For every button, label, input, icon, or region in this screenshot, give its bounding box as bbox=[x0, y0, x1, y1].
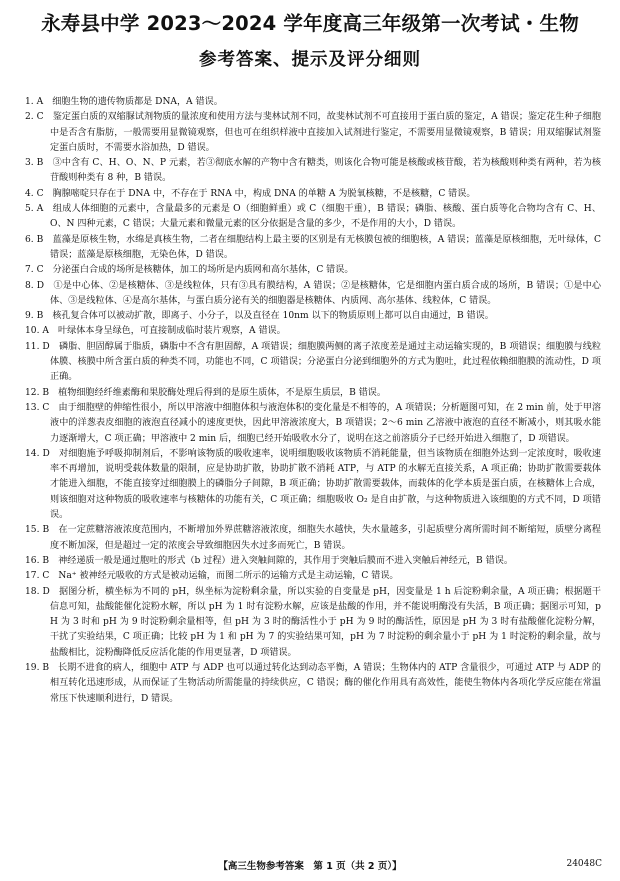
answer-item-12: 12. B 植物细胞经纤维素酶和果胶酶处理后得到的是原生质体，不是原生质层，B 错误。 bbox=[25, 387, 386, 398]
exam-title: 永寿县中学 2023～2024 学年度高三年级第一次考试・生物 bbox=[41, 12, 579, 35]
answer-item-16: 16. B 神经递质一般是通过胞吐的形式（b 过程）进入突触间隙的，其作用于突触后膜而不进入突触后神经元，B 错误。 bbox=[25, 555, 513, 566]
answer-item-2: 2. C 鉴定蛋白质的双缩脲试剂物质的量浓度和使用方法与斐林试剂不同，故斐林试剂不可直接用于蛋白质的鉴定，A 错误；鉴定花生种子细胞中是否含有脂肪，一般需要用显微镜观察，但也可在组织样液中直接加入试剂进行鉴定，不需要用显微镜观察，B 错误；用双缩脲试剂鉴定蛋白质时，不需要水浴加热，D 错误。 bbox=[25, 112, 601, 153]
answer-item-8: 8. D ①是中心体、②是核糖体、③是线粒体，只有③具有膜结构，A 错误；②是核糖体，它是细胞内蛋白质合成的场所，B 错误；①是中心体、③是线粒体、④是高尔基体，与蛋白质分泌有关的细胞器是核糖体、内质网、高尔基体、线粒体，C 错误。 bbox=[25, 280, 601, 306]
answer-item-5: 5. A 组成人体细胞的元素中，含量最多的元素是 O（细胞鲜重）或 C（细胞干重），B 错误；磷脂、核酸、蛋白质等化合物均含有 C、H、O、N 四种元素，C 错误；大量元素和微量元素的区分依据是含量的多少，不是作用的大小，D 错误。 bbox=[25, 204, 601, 230]
answer-item-15: 15. B 在一定蔗糖溶液浓度范围内，不断增加外界蔗糖溶液浓度，细胞失水越快，失水量越多，引起质壁分离所需时间不断缩短，质壁分离程度不断加深，但是超过一定的浓度会导致细胞因失水过多而死亡，B 错误。 bbox=[25, 525, 601, 551]
answer-item-7: 7. C 分泌蛋白合成的场所是核糖体，加工的场所是内质网和高尔基体，C 错误。 bbox=[25, 265, 354, 276]
page-footer: 【高三生物参考答案 第 1 页（共 2 页）】 bbox=[218, 861, 402, 872]
answer-subtitle: 参考答案、提示及评分细则 bbox=[199, 50, 421, 70]
answer-item-4: 4. C 胸腺嘧啶只存在于 DNA 中，不存在于 RNA 中，构成 DNA 的单糖 A 为脱氧核糖，不是核糖，C 错误。 bbox=[25, 188, 476, 199]
answer-item-10: 10. A 叶绿体本身呈绿色，可直接制成临时装片观察，A 错误。 bbox=[25, 326, 286, 337]
answer-item-19: 19. B 长期不进食的病人，细胞中 ATP 与 ADP 也可以通过转化达到动态平衡，A 错误；生物体内的 ATP 含量很少，可通过 ATP 与 ADP 的相互转化迅速形成，从而保证了生物活动所需能量的持续供应，C 错误；酶的催化作用具有高效性，能使生物体内各项化学反应能在常温常压下快速顺利进行，D 错误。 bbox=[25, 662, 601, 704]
answer-item-18: 18. D 据图分析，横坐标为不同的 pH，纵坐标为淀粉剩余量，所以实验的自变量是 pH，因变量是 1 h 后淀粉剩余量，A 项正确；根据题干信息可知，盐酸能催化淀粉水解，所以 pH 为 1 时有淀粉水解，应该是盐酸的作用，并不能说明酶没有失活，B 项正确；据图示可知，pH 为 3 时和 pH 为 9 时淀粉剩余量相等，但 pH 为 3 时的酶活性小于 pH 为 9 时的酶活性，原因是 pH 为 3 时有盐酸催化淀粉分解，干扰了实验结果，C 项正确；比较 pH 为 1 和 pH 为 7 的实验结果可知，pH 为 7 时淀粉的剩余量小于 pH 为 1 时淀粉的剩余量，故与盐酸相比，淀粉酶降低反应活化能的作用更显著，D 项错误。 bbox=[25, 586, 601, 658]
answer-item-6: 6. B 蓝藻是原核生物，水绵是真核生物，二者在细胞结构上最主要的区别是有无核膜包被的细胞核，A 错误；蓝藻是原核细胞，无叶绿体，C 错误；蓝藻是原核细胞，无染色体，D 错误。 bbox=[25, 234, 601, 260]
answer-item-3: 3. B ③中含有 C、H、O、N、P 元素，若③彻底水解的产物中含有糖类，则该化合物可能是核酸或核苷酸，若为核酸则种类有两种，若为核苷酸则种类有 8 种，B 错误。 bbox=[25, 158, 601, 184]
answer-item-13: 13. C 由于细胞壁的伸缩性很小，所以甲溶液中细胞体积与液泡体积的变化量是不相等的，A 项错误；分析题图可知，在 2 min 前，处于甲溶液中的洋葱表皮细胞的液泡直径减小的速度更快，因此甲溶液浓度大，B 项错误；2～6 min 乙溶液中液泡的直径不断减小，则其吸水能力逐渐增大，C 项正确；甲溶液中 2 min 后，细胞已经开始吸收水分了，说明在这之前溶质分子已经开始进入细胞了，D 项错误。 bbox=[25, 402, 601, 444]
answer-item-17: 17. C Na⁺ 被神经元吸收的方式是被动运输，而图二所示的运输方式是主动运输，C 错误。 bbox=[25, 571, 399, 582]
answer-item-9: 9. B 核孔复合体可以被动扩散，即离子、小分子，以及直径在 10nm 以下的物质原则上都可以自由通过，B 错误。 bbox=[25, 311, 494, 322]
answer-list bbox=[25, 95, 601, 707]
answer-item-1: 1. A 细胞生物的遗传物质都是 DNA，A 错误。 bbox=[25, 97, 223, 107]
answer-item-14: 14. D 对细胞施予呼吸抑制剂后，不影响该物质的吸收速率，说明细胞吸收该物质不消耗能量，但当该物质在细胞外达到一定浓度时，吸收速率不再增加，说明受载体数量的限制，应是协助扩散，协助扩散不消耗 ATP，与 ATP 的水解无直接关系，A 项正确；协助扩散需要载体才能进入细胞，不能直接穿过细胞膜上的磷脂分子间隙，B 项正确；协助扩散需要载体，而载体的化学本质是蛋白质，在核糖体上合成，则该细胞对这种物质的吸收速率与核糖体的功能有关，C 项正确；细胞吸收 O₂ 是自由扩散，与这种物质进入该细胞的方式不同，D 项错误。 bbox=[25, 448, 601, 521]
document-code: 24048C bbox=[566, 859, 602, 869]
answer-item-11: 11. D 磷脂、胆固醇属于脂质，磷脂中不含有胆固醇，A 项错误；细胞膜两侧的离子浓度差是通过主动运输实现的，B 项错误；细胞膜与线粒体膜、核膜中所含蛋白质的种类不同，功能也不同，C 项错误；分泌蛋白分泌到细胞外的方式为胞吐，此过程依赖细胞膜的流动性，D 项正确。 bbox=[25, 341, 601, 383]
